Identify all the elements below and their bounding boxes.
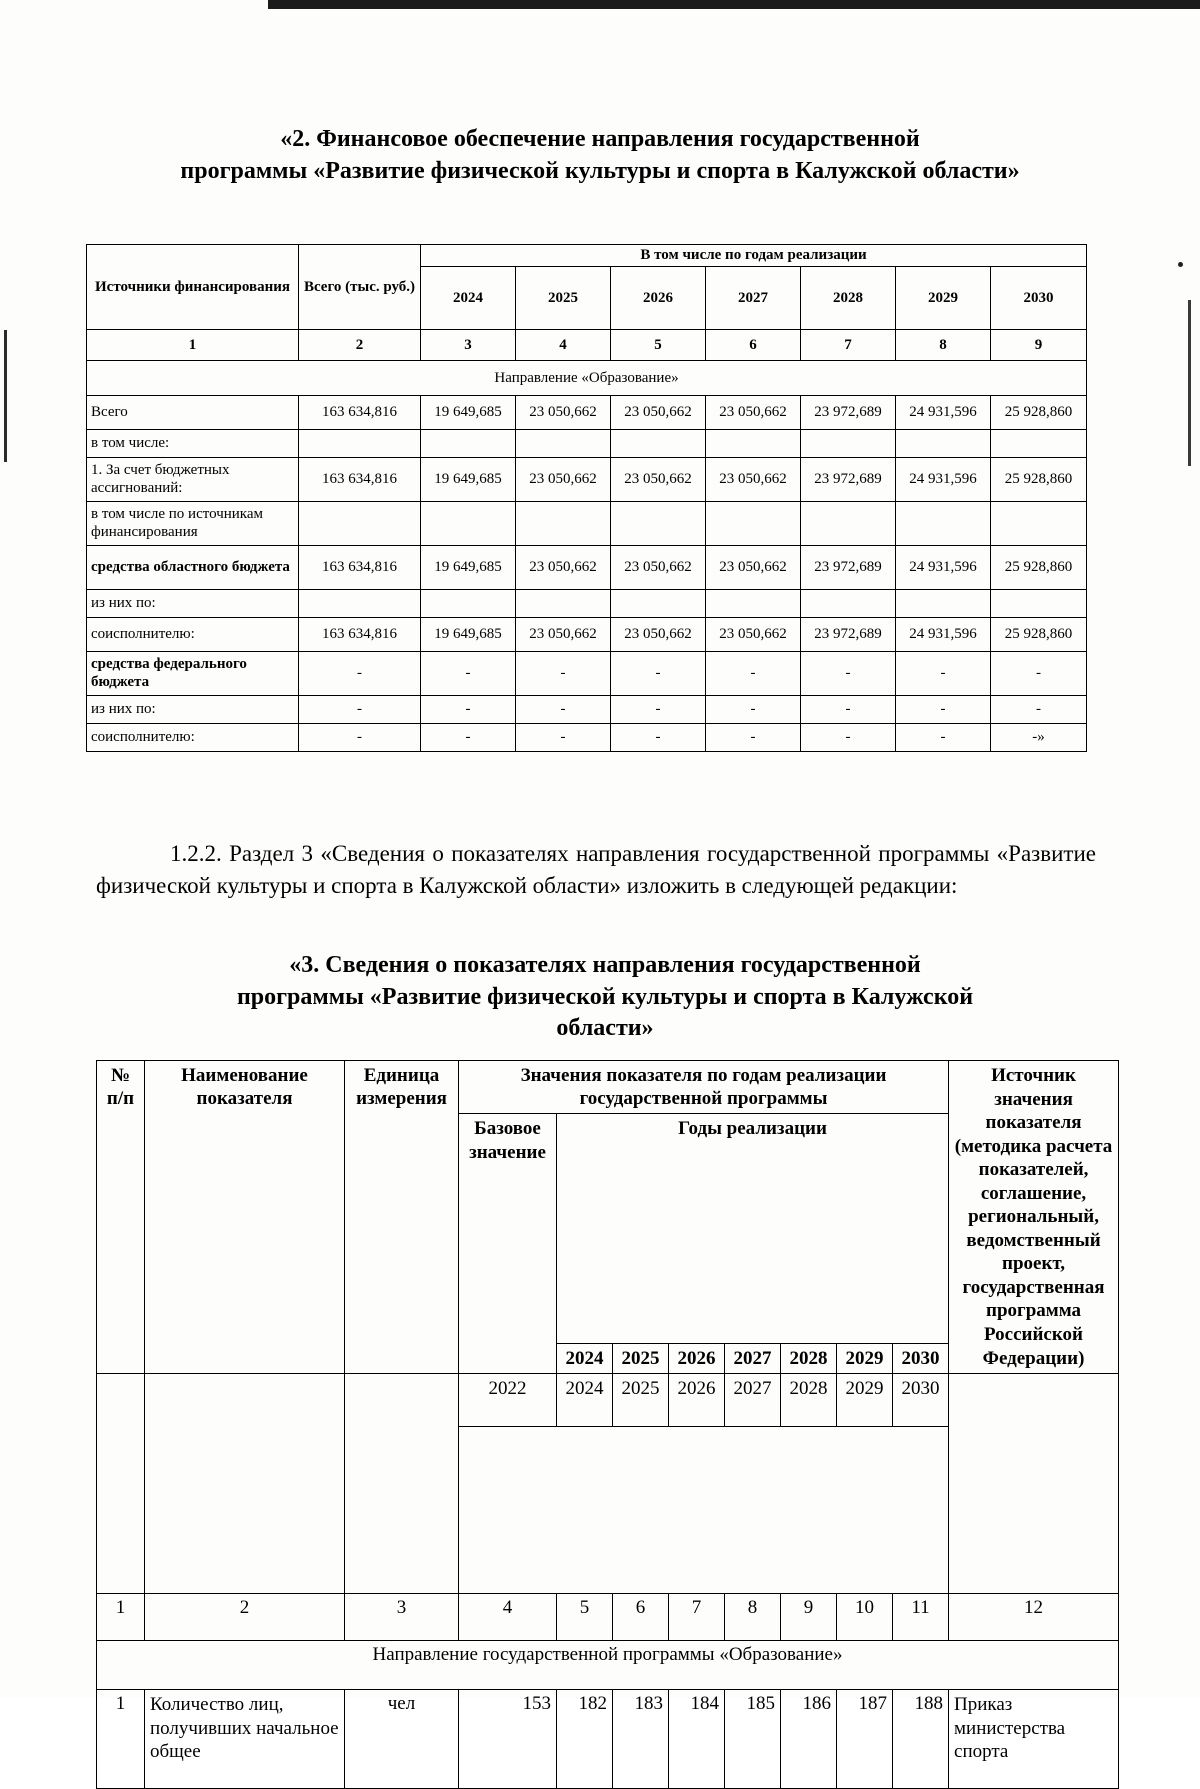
heading-indicators-line-1: «3. Сведения о показателях направления государственной xyxy=(289,952,921,978)
finance-row-y2026 xyxy=(611,590,706,618)
finance-row-y2024: 19 649,685 xyxy=(421,618,516,652)
finance-row-y2028: - xyxy=(801,696,896,724)
finance-row-y2025 xyxy=(516,430,611,458)
finance-row-y2024 xyxy=(421,430,516,458)
table-row xyxy=(97,1690,1119,1789)
scan-artifact-top-bar xyxy=(268,0,1200,9)
finance-column-number-row xyxy=(87,330,1087,361)
indicator-no: 1 xyxy=(97,1690,145,1789)
finance-row-total xyxy=(299,430,421,458)
indicators-colnum-11: 11 xyxy=(893,1594,949,1641)
table-row xyxy=(87,696,1087,724)
heading-indicators-line-2: программы «Развитие физической культуры и спорта в Калужской xyxy=(236,983,974,1010)
indicators-header-no: № п/п xyxy=(97,1061,145,1374)
finance-colnum-8: 8 xyxy=(896,330,991,361)
finance-row-y2024: 19 649,685 xyxy=(421,546,516,590)
finance-row-total xyxy=(299,590,421,618)
indicators-year-label-2030: 2030 xyxy=(893,1374,949,1427)
finance-row-y2030: 25 928,860 xyxy=(991,546,1087,590)
finance-row-y2027: 23 050,662 xyxy=(706,396,801,430)
indicators-base-year-row xyxy=(97,1374,1119,1427)
finance-row-y2029: - xyxy=(896,724,991,752)
finance-row-y2029 xyxy=(896,502,991,546)
table-row xyxy=(87,724,1087,752)
table-row xyxy=(87,396,1087,430)
finance-row-total: - xyxy=(299,652,421,696)
finance-row-y2029: 24 931,596 xyxy=(896,458,991,502)
spacer-cell xyxy=(145,1427,345,1594)
finance-header-sources: Источники финансирования xyxy=(87,245,299,330)
indicators-colnum-3: 3 xyxy=(345,1594,459,1641)
finance-row-total: 163 634,816 xyxy=(299,546,421,590)
indicators-year-label-2027: 2027 xyxy=(725,1374,781,1427)
table-row xyxy=(87,430,1087,458)
finance-row-y2028: 23 972,689 xyxy=(801,458,896,502)
finance-header-year-2027: 2027 xyxy=(706,267,801,330)
finance-row-y2026: - xyxy=(611,724,706,752)
finance-row-y2027: - xyxy=(706,696,801,724)
finance-row-y2025 xyxy=(516,502,611,546)
finance-colnum-4: 4 xyxy=(516,330,611,361)
finance-header-by-years: В том числе по годам реализации xyxy=(421,245,1087,267)
finance-colnum-9: 9 xyxy=(991,330,1087,361)
indicators-colnum-9: 9 xyxy=(781,1594,837,1641)
indicators-header-year-2028: 2028 xyxy=(781,1343,837,1373)
indicators-colnum-10: 10 xyxy=(837,1594,893,1641)
finance-row-label: Всего xyxy=(87,396,299,430)
finance-row-y2027 xyxy=(706,590,801,618)
indicator-value-2030: 188 xyxy=(893,1690,949,1789)
indicators-header-row-1 xyxy=(97,1061,1119,1114)
indicators-year-label-2029: 2029 xyxy=(837,1374,893,1427)
finance-row-y2030 xyxy=(991,590,1087,618)
body-paragraph xyxy=(96,838,1096,901)
finance-header-year-2024: 2024 xyxy=(421,267,516,330)
indicators-year-label-2028: 2028 xyxy=(781,1374,837,1427)
indicators-header-year-2025: 2025 xyxy=(613,1343,669,1373)
heading-finance-line-2: программы «Развитие физической культуры и спорта в Калужской области» xyxy=(180,157,1020,184)
finance-row-y2026: - xyxy=(611,652,706,696)
indicators-colnum-6: 6 xyxy=(613,1594,669,1641)
finance-row-total xyxy=(299,502,421,546)
finance-header-year-2025: 2025 xyxy=(516,267,611,330)
finance-header-year-2029: 2029 xyxy=(896,267,991,330)
indicator-source: Приказ министерства спорта xyxy=(949,1690,1119,1789)
indicators-header-values-group: Значения показателя по годам реализации государственной программы xyxy=(459,1061,949,1114)
finance-row-y2027 xyxy=(706,430,801,458)
indicators-year-label-2026: 2026 xyxy=(669,1374,725,1427)
finance-row-y2027: - xyxy=(706,652,801,696)
finance-colnum-5: 5 xyxy=(611,330,706,361)
indicators-header-year-2026: 2026 xyxy=(669,1343,725,1373)
indicators-colnum-12: 12 xyxy=(949,1594,1119,1641)
finance-row-y2029 xyxy=(896,590,991,618)
spacer-cell xyxy=(145,1374,345,1427)
finance-row-y2024 xyxy=(421,502,516,546)
finance-row-y2030: - xyxy=(991,652,1087,696)
table-row xyxy=(87,590,1087,618)
spacer-cell xyxy=(949,1374,1119,1427)
indicators-section-row xyxy=(97,1641,1119,1690)
finance-row-label: соисполнителю: xyxy=(87,618,299,652)
finance-row-y2024: - xyxy=(421,696,516,724)
spacer-cell xyxy=(949,1427,1119,1594)
finance-header-year-2030: 2030 xyxy=(991,267,1087,330)
scan-artifact-right-mark xyxy=(1188,300,1191,466)
table-row xyxy=(87,652,1087,696)
finance-row-label: средства областного бюджета xyxy=(87,546,299,590)
finance-row-y2028: 23 972,689 xyxy=(801,396,896,430)
spacer-cell xyxy=(345,1374,459,1427)
indicators-year-label-2024: 2024 xyxy=(557,1374,613,1427)
finance-row-y2026: 23 050,662 xyxy=(611,546,706,590)
finance-row-total: 163 634,816 xyxy=(299,618,421,652)
indicators-colnum-5: 5 xyxy=(557,1594,613,1641)
finance-row-y2026: - xyxy=(611,696,706,724)
indicators-column-number-row xyxy=(97,1594,1119,1641)
finance-row-total: 163 634,816 xyxy=(299,396,421,430)
indicator-value-2024: 182 xyxy=(557,1690,613,1789)
finance-row-total: - xyxy=(299,696,421,724)
finance-colnum-3: 3 xyxy=(421,330,516,361)
indicators-colnum-1: 1 xyxy=(97,1594,145,1641)
indicator-value-2028: 186 xyxy=(781,1690,837,1789)
indicators-header-year-2030: 2030 xyxy=(893,1343,949,1373)
spacer-cell xyxy=(97,1427,145,1594)
finance-row-y2030: -» xyxy=(991,724,1087,752)
scan-artifact-left-mark xyxy=(4,330,7,462)
indicator-value-2026: 184 xyxy=(669,1690,725,1789)
finance-header-year-2028: 2028 xyxy=(801,267,896,330)
finance-row-y2030 xyxy=(991,430,1087,458)
spacer-cell xyxy=(97,1374,145,1427)
finance-row-y2028 xyxy=(801,430,896,458)
finance-row-y2027: - xyxy=(706,724,801,752)
spacer-cell xyxy=(345,1427,459,1594)
finance-row-y2026 xyxy=(611,502,706,546)
finance-row-y2024 xyxy=(421,590,516,618)
scan-artifact-right-dot xyxy=(1178,262,1183,267)
section-heading-indicators xyxy=(160,950,1050,1045)
indicators-header-base-value: Базовое значение xyxy=(459,1114,557,1374)
indicator-value-2025: 183 xyxy=(613,1690,669,1789)
finance-row-y2025: 23 050,662 xyxy=(516,546,611,590)
finance-row-y2025: 23 050,662 xyxy=(516,618,611,652)
indicator-unit: чел xyxy=(345,1690,459,1789)
finance-row-y2024: 19 649,685 xyxy=(421,458,516,502)
finance-row-label: из них по: xyxy=(87,696,299,724)
indicators-header-year-2024: 2024 xyxy=(557,1343,613,1373)
indicators-header-filler-row xyxy=(97,1427,1119,1594)
finance-row-label: соисполнителю: xyxy=(87,724,299,752)
finance-header-row-1 xyxy=(87,245,1087,267)
finance-row-y2027: 23 050,662 xyxy=(706,546,801,590)
indicators-header-source: Источник значения показателя (методика расчета показателей, соглашение, региональный, ведомственный проект, государственная программа Российской Федерации) xyxy=(949,1061,1119,1374)
finance-row-y2025 xyxy=(516,590,611,618)
finance-row-y2026: 23 050,662 xyxy=(611,618,706,652)
table-row xyxy=(87,502,1087,546)
indicators-header-year-2027: 2027 xyxy=(725,1343,781,1373)
finance-table xyxy=(86,244,1087,752)
finance-row-y2030: 25 928,860 xyxy=(991,458,1087,502)
finance-row-y2029: 24 931,596 xyxy=(896,546,991,590)
finance-colnum-2: 2 xyxy=(299,330,421,361)
finance-row-y2029: - xyxy=(896,652,991,696)
indicators-header-name: Наименование показателя xyxy=(145,1061,345,1374)
finance-row-y2026 xyxy=(611,430,706,458)
finance-row-y2030: 25 928,860 xyxy=(991,618,1087,652)
finance-colnum-7: 7 xyxy=(801,330,896,361)
finance-row-label: в том числе: xyxy=(87,430,299,458)
finance-row-y2027: 23 050,662 xyxy=(706,618,801,652)
indicators-colnum-8: 8 xyxy=(725,1594,781,1641)
finance-row-y2029 xyxy=(896,430,991,458)
indicators-colnum-4: 4 xyxy=(459,1594,557,1641)
finance-section-title: Направление «Образование» xyxy=(87,361,1087,396)
indicators-colnum-7: 7 xyxy=(669,1594,725,1641)
finance-row-y2028 xyxy=(801,502,896,546)
finance-row-total: 163 634,816 xyxy=(299,458,421,502)
finance-row-y2028 xyxy=(801,590,896,618)
indicators-colnum-2: 2 xyxy=(145,1594,345,1641)
finance-row-y2024: - xyxy=(421,652,516,696)
heading-indicators-line-3: области» xyxy=(556,1015,654,1042)
finance-row-y2025: - xyxy=(516,652,611,696)
finance-row-y2026: 23 050,662 xyxy=(611,458,706,502)
indicator-name: Количество лиц, получивших начальное общее xyxy=(145,1690,345,1789)
finance-row-y2026: 23 050,662 xyxy=(611,396,706,430)
finance-table-container xyxy=(86,244,1086,752)
finance-row-label: в том числе по источникам финансирования xyxy=(87,502,299,546)
finance-row-y2030: - xyxy=(991,696,1087,724)
paragraph-text: 1.2.2. Раздел 3 «Сведения о показателях направления государственной программы «Развитие физической культуры и спорта в Калужской области» изложить в следующей редакции: xyxy=(96,841,1096,898)
finance-row-y2025: 23 050,662 xyxy=(516,458,611,502)
finance-row-y2029: 24 931,596 xyxy=(896,618,991,652)
table-row xyxy=(87,458,1087,502)
finance-row-y2030: 25 928,860 xyxy=(991,396,1087,430)
finance-section-row xyxy=(87,361,1087,396)
finance-row-y2027 xyxy=(706,502,801,546)
finance-row-y2027: 23 050,662 xyxy=(706,458,801,502)
finance-colnum-6: 6 xyxy=(706,330,801,361)
indicators-section-title: Направление государственной программы «Образование» xyxy=(97,1641,1119,1690)
finance-row-y2024: - xyxy=(421,724,516,752)
indicator-value-2027: 185 xyxy=(725,1690,781,1789)
finance-colnum-1: 1 xyxy=(87,330,299,361)
indicators-header-years-group: Годы реализации xyxy=(557,1114,949,1344)
indicators-table xyxy=(96,1060,1119,1789)
indicators-table-container xyxy=(96,1060,1113,1789)
indicators-header-unit: Единица измерения xyxy=(345,1061,459,1374)
finance-header-total: Всего (тыс. руб.) xyxy=(299,245,421,330)
indicators-header-year-2029: 2029 xyxy=(837,1343,893,1373)
finance-row-label: средства федерального бюджета xyxy=(87,652,299,696)
finance-row-y2025: - xyxy=(516,696,611,724)
finance-row-y2028: - xyxy=(801,724,896,752)
finance-row-y2029: - xyxy=(896,696,991,724)
indicator-value-2029: 187 xyxy=(837,1690,893,1789)
table-row xyxy=(87,618,1087,652)
finance-row-label: 1. За счет бюджетных ассигнований: xyxy=(87,458,299,502)
finance-row-y2025: 23 050,662 xyxy=(516,396,611,430)
finance-row-y2028: 23 972,689 xyxy=(801,546,896,590)
table-row xyxy=(87,546,1087,590)
heading-finance-line-1: «2. Финансовое обеспечение направления государственной xyxy=(280,126,920,152)
finance-row-y2028: - xyxy=(801,652,896,696)
finance-row-y2030 xyxy=(991,502,1087,546)
finance-row-y2024: 19 649,685 xyxy=(421,396,516,430)
finance-row-total: - xyxy=(299,724,421,752)
indicators-year-label-2025: 2025 xyxy=(613,1374,669,1427)
finance-header-year-2026: 2026 xyxy=(611,267,706,330)
indicator-base-value: 153 xyxy=(459,1690,557,1789)
section-heading-finance xyxy=(150,124,1050,187)
finance-row-y2029: 24 931,596 xyxy=(896,396,991,430)
finance-row-label: из них по: xyxy=(87,590,299,618)
finance-row-y2025: - xyxy=(516,724,611,752)
finance-row-y2028: 23 972,689 xyxy=(801,618,896,652)
indicators-base-year: 2022 xyxy=(459,1374,557,1427)
spacer-cell xyxy=(459,1427,949,1594)
